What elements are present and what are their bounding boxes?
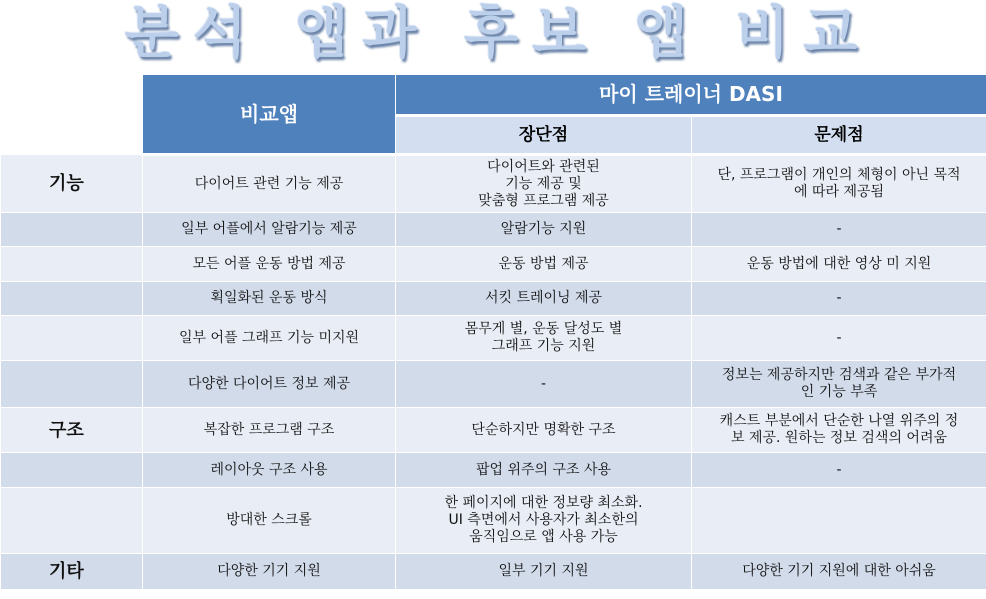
header-compare-app: 비교앱 bbox=[143, 75, 396, 155]
table-row bbox=[1, 316, 986, 361]
row-pros: 알람기능 지원 bbox=[396, 213, 692, 247]
row-category bbox=[1, 213, 143, 247]
row-compare-app: 복잡한 프로그램 구조 bbox=[143, 408, 396, 453]
row-compare-app: 일부 어플에서 알람기능 제공 bbox=[143, 213, 396, 247]
comparison-table bbox=[0, 74, 986, 590]
table-row bbox=[1, 361, 986, 408]
table-row bbox=[1, 247, 986, 282]
row-issues: - bbox=[692, 282, 986, 316]
row-pros: 단순하지만 명확한 구조 bbox=[396, 408, 692, 453]
table-row bbox=[1, 155, 986, 213]
table-row bbox=[1, 408, 986, 453]
table-row bbox=[1, 488, 986, 554]
row-compare-app: 방대한 스크롤 bbox=[143, 488, 396, 554]
row-compare-app: 획일화된 운동 방식 bbox=[143, 282, 396, 316]
row-category bbox=[1, 488, 143, 554]
row-compare-app: 모든 어플 운동 방법 제공 bbox=[143, 247, 396, 282]
header-blank-cell bbox=[1, 75, 143, 155]
row-pros: 운동 방법 제공 bbox=[396, 247, 692, 282]
row-issues: - bbox=[692, 316, 986, 361]
page-title: 분석 앱과 후보 앱 비교 bbox=[124, 1, 872, 66]
row-pros: 서킷 트레이닝 제공 bbox=[396, 282, 692, 316]
row-issues: 운동 방법에 대한 영상 미 지원 bbox=[692, 247, 986, 282]
header-pros: 장단점 bbox=[396, 116, 692, 155]
row-category: 기타 bbox=[1, 554, 143, 590]
row-category bbox=[1, 361, 143, 408]
header-target-app: 마이 트레이너 DASI bbox=[396, 75, 986, 116]
row-issues: 단, 프로그램이 개인의 체형이 아닌 목적 에 따라 제공됨 bbox=[692, 155, 986, 213]
row-category: 기능 bbox=[1, 155, 143, 213]
row-issues: 다양한 기기 지원에 대한 아쉬움 bbox=[692, 554, 986, 590]
row-category bbox=[1, 453, 143, 488]
table-row bbox=[1, 554, 986, 590]
table-row bbox=[1, 453, 986, 488]
row-compare-app: 일부 어플 그래프 기능 미지원 bbox=[143, 316, 396, 361]
row-pros: 다이어트와 관련된 기능 제공 및 맞춤형 프로그램 제공 bbox=[396, 155, 692, 213]
row-issues: 정보는 제공하지만 검색과 같은 부가적 인 기능 부족 bbox=[692, 361, 986, 408]
row-compare-app: 다양한 기기 지원 bbox=[143, 554, 396, 590]
row-compare-app: 다이어트 관련 기능 제공 bbox=[143, 155, 396, 213]
row-issues: - bbox=[692, 213, 986, 247]
header-issues: 문제점 bbox=[692, 116, 986, 155]
row-pros: - bbox=[396, 361, 692, 408]
row-issues: - bbox=[692, 453, 986, 488]
row-compare-app: 다양한 다이어트 정보 제공 bbox=[143, 361, 396, 408]
row-pros: 한 페이지에 대한 정보량 최소화. UI 측면에서 사용자가 최소한의 움직임으로 앱 사용 가능 bbox=[396, 488, 692, 554]
row-category: 구조 bbox=[1, 408, 143, 453]
row-category bbox=[1, 282, 143, 316]
row-issues: 캐스트 부분에서 단순한 나열 위주의 정 보 제공. 원하는 정보 검색의 어려움 bbox=[692, 408, 986, 453]
row-compare-app: 레이아웃 구조 사용 bbox=[143, 453, 396, 488]
row-pros: 몸무게 별, 운동 달성도 별 그래프 기능 지원 bbox=[396, 316, 692, 361]
row-pros: 일부 기기 지원 bbox=[396, 554, 692, 590]
row-category bbox=[1, 316, 143, 361]
table-row bbox=[1, 282, 986, 316]
table-row bbox=[1, 213, 986, 247]
row-issues bbox=[692, 488, 986, 554]
row-category bbox=[1, 247, 143, 282]
row-pros: 팝업 위주의 구조 사용 bbox=[396, 453, 692, 488]
